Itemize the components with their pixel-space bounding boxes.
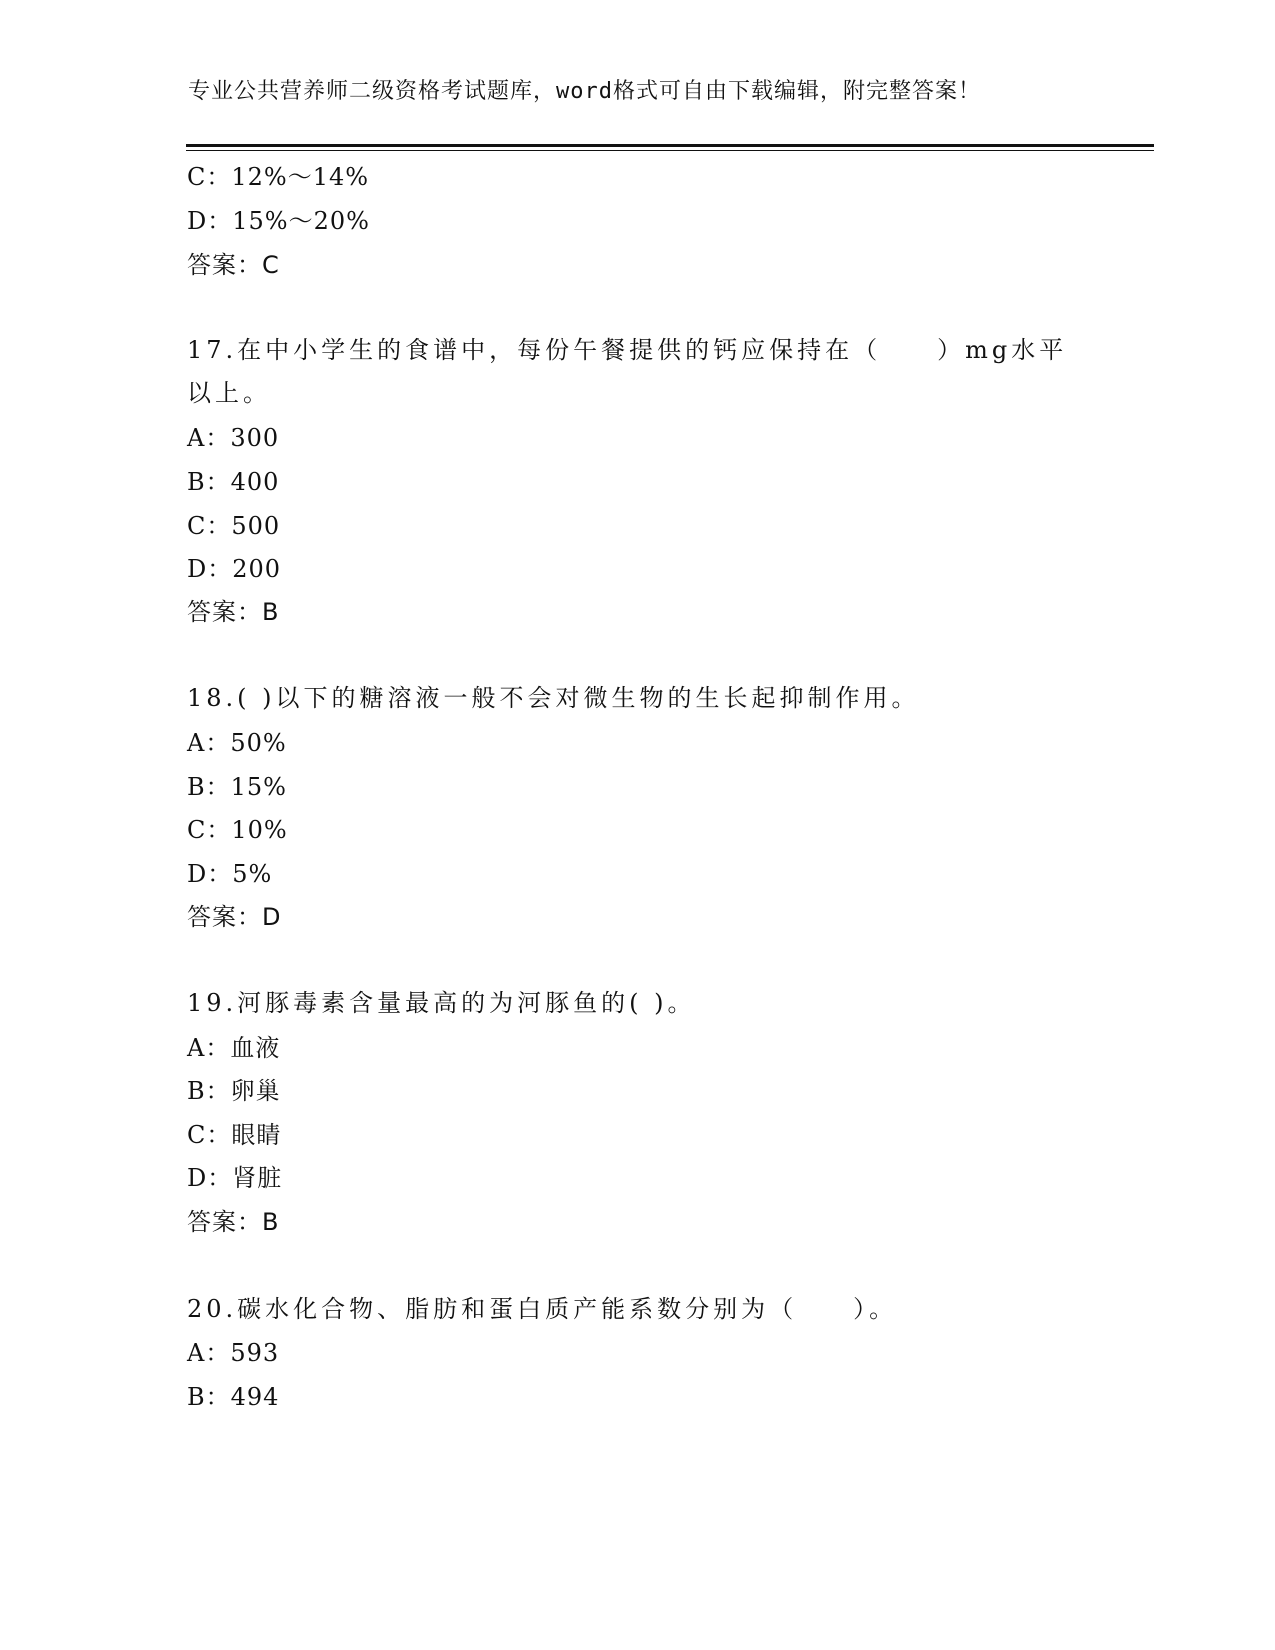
answer: 答案：C [187,251,280,279]
option-a: A：血液 [187,1034,281,1062]
option-a: A：300 [187,424,280,452]
question-17-stem: 17.在中小学生的食谱中，每份午餐提供的钙应保持在（ ）mg水平 [187,336,1068,364]
header-rule-thick [186,144,1154,147]
question-19-stem: 19.河豚毒素含量最高的为河豚鱼的( )。 [187,989,696,1017]
option-c: C：10% [187,816,288,844]
option-c: C：眼睛 [187,1121,282,1149]
header-rule-thin [186,150,1154,151]
option-d: D：200 [187,555,282,583]
question-17-stem-cont: 以上。 [187,379,271,407]
option-b: B：400 [187,468,280,496]
option-c: C：12%～14% [187,163,370,191]
question-18-stem: 18.( )以下的糖溶液一般不会对微生物的生长起抑制作用。 [187,684,920,712]
option-a: A：593 [187,1339,280,1367]
option-c: C：500 [187,512,281,540]
option-b: B：494 [187,1383,280,1411]
question-20-stem: 20.碳水化合物、脂肪和蛋白质产能系数分别为（ ）。 [187,1295,898,1323]
page-header: 专业公共营养师二级资格考试题库，word格式可自由下载编辑，附完整答案！ [188,79,981,104]
answer: 答案：D [187,903,282,931]
option-d: D：肾脏 [187,1164,283,1192]
answer: 答案：B [187,1208,280,1236]
option-b: B：15% [187,773,287,801]
option-b: B：卵巢 [187,1077,281,1105]
option-d: D：5% [187,860,273,888]
option-a: A：50% [187,729,287,757]
answer: 答案：B [187,598,280,626]
option-d: D：15%～20% [187,207,370,235]
